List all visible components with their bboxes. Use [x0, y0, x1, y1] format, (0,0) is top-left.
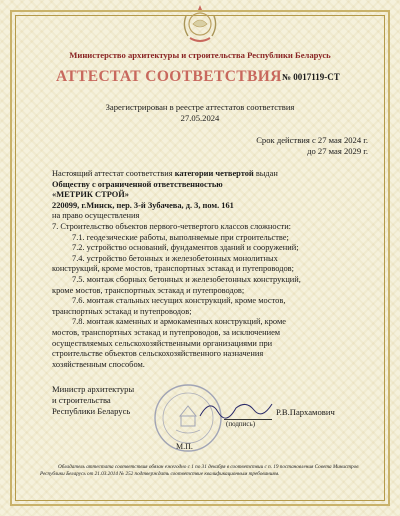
organization-name: «МЕТРИК СТРОЙ»	[52, 190, 129, 200]
signature-caption: (подпись)	[226, 420, 256, 428]
activity-item	[52, 233, 370, 244]
activity-item-first-line: 7.5. монтаж сборных бетонных и железобетонных конструкций,	[72, 274, 301, 284]
section-heading: 7. Строительство объектов первого-четвертого классов сложности:	[52, 221, 292, 231]
minister-title-line3: Республики Беларусь	[52, 405, 131, 416]
ministry-name: Министерство архитектуры и строительства Республики Беларусь	[69, 50, 331, 60]
organization-address: 220099, г.Минск, пер. 3-й Зубачева, д. 3, пом. 161	[52, 200, 234, 210]
activity-item-first-line: 7.1. геодезические работы, выполняемые при строительстве;	[72, 232, 289, 242]
document-title: АТТЕСТАТ СООТВЕТСТВИЯ	[56, 68, 282, 85]
intro-suffix: выдан	[255, 169, 278, 178]
activity-item	[52, 243, 370, 254]
registered-line: Зарегистрирован в реестре аттестатов соответствия	[105, 102, 295, 112]
activities-list	[52, 233, 370, 371]
activity-item-continuation: кроме мостов, транспортных эстакад и путепроводов;	[52, 285, 245, 295]
state-emblem-icon	[176, 2, 224, 46]
title-row	[56, 68, 356, 88]
minister-title-line2: и строительства	[52, 394, 111, 405]
minister-title-line1: Министр архитектуры	[52, 384, 135, 394]
certificate-number: № 0017119-СТ	[282, 72, 340, 82]
activity-item	[52, 296, 370, 317]
activity-item-continuation: строительстве объектов сельскохозяйственного назначения	[52, 349, 264, 359]
signature-block	[52, 384, 134, 416]
activity-item-first-line: 7.6. монтаж стальных несущих конструкций, кроме мостов,	[72, 296, 286, 306]
footnote: Обладатель аттестата соответствия обязан ежегодно с 1 по 31 декабря в соответствии с п. 19 постановления Совета Министров Республики Беларусь от 21.03.2014 № 252 подтверждать соответствие квалификационным требованиям.	[40, 464, 359, 477]
valid-from: Срок действия с 27 мая 2024 г.	[256, 135, 368, 145]
activity-item-first-line: 7.2. устройство оснований, фундаментов зданий и сооружений;	[72, 243, 299, 253]
valid-to: до 27 мая 2029 г.	[307, 146, 368, 156]
activity-item-continuation: мостов, транспортных эстакад и путепроводов, за исключением	[52, 327, 281, 337]
activity-item-continuation: транспортных эстакад и путепроводов;	[52, 306, 192, 316]
seal-place: М.П.	[176, 442, 193, 451]
signer-name: Р.В.Пархамович	[276, 407, 335, 417]
intro-line	[52, 169, 370, 180]
activity-item	[52, 275, 370, 296]
activity-item	[52, 254, 370, 275]
right-to-line: на право осуществления	[52, 211, 140, 221]
activity-item-continuation: конструкций, кроме мостов, транспортных эстакад и путепроводов;	[52, 264, 294, 274]
activity-item-continuation: хозяйственным способом.	[52, 359, 145, 369]
certificate-body	[52, 169, 370, 370]
organization-line1: Обществу с ограниченной ответственностью	[52, 179, 223, 189]
activity-item-continuation: осуществляемых сельскохозяйственными организациями при	[52, 338, 273, 348]
intro-prefix: Настоящий аттестат соответствия	[52, 169, 173, 178]
activity-item	[52, 317, 370, 370]
activity-item-first-line: 7.8. монтаж каменных и армокаменных конструкций, кроме	[72, 317, 286, 327]
intro-category: категории четвертой	[174, 169, 254, 178]
registered-date: 27.05.2024	[180, 113, 220, 123]
activity-item-first-line: 7.4. устройство бетонных и железобетонных монолитных	[72, 253, 278, 263]
